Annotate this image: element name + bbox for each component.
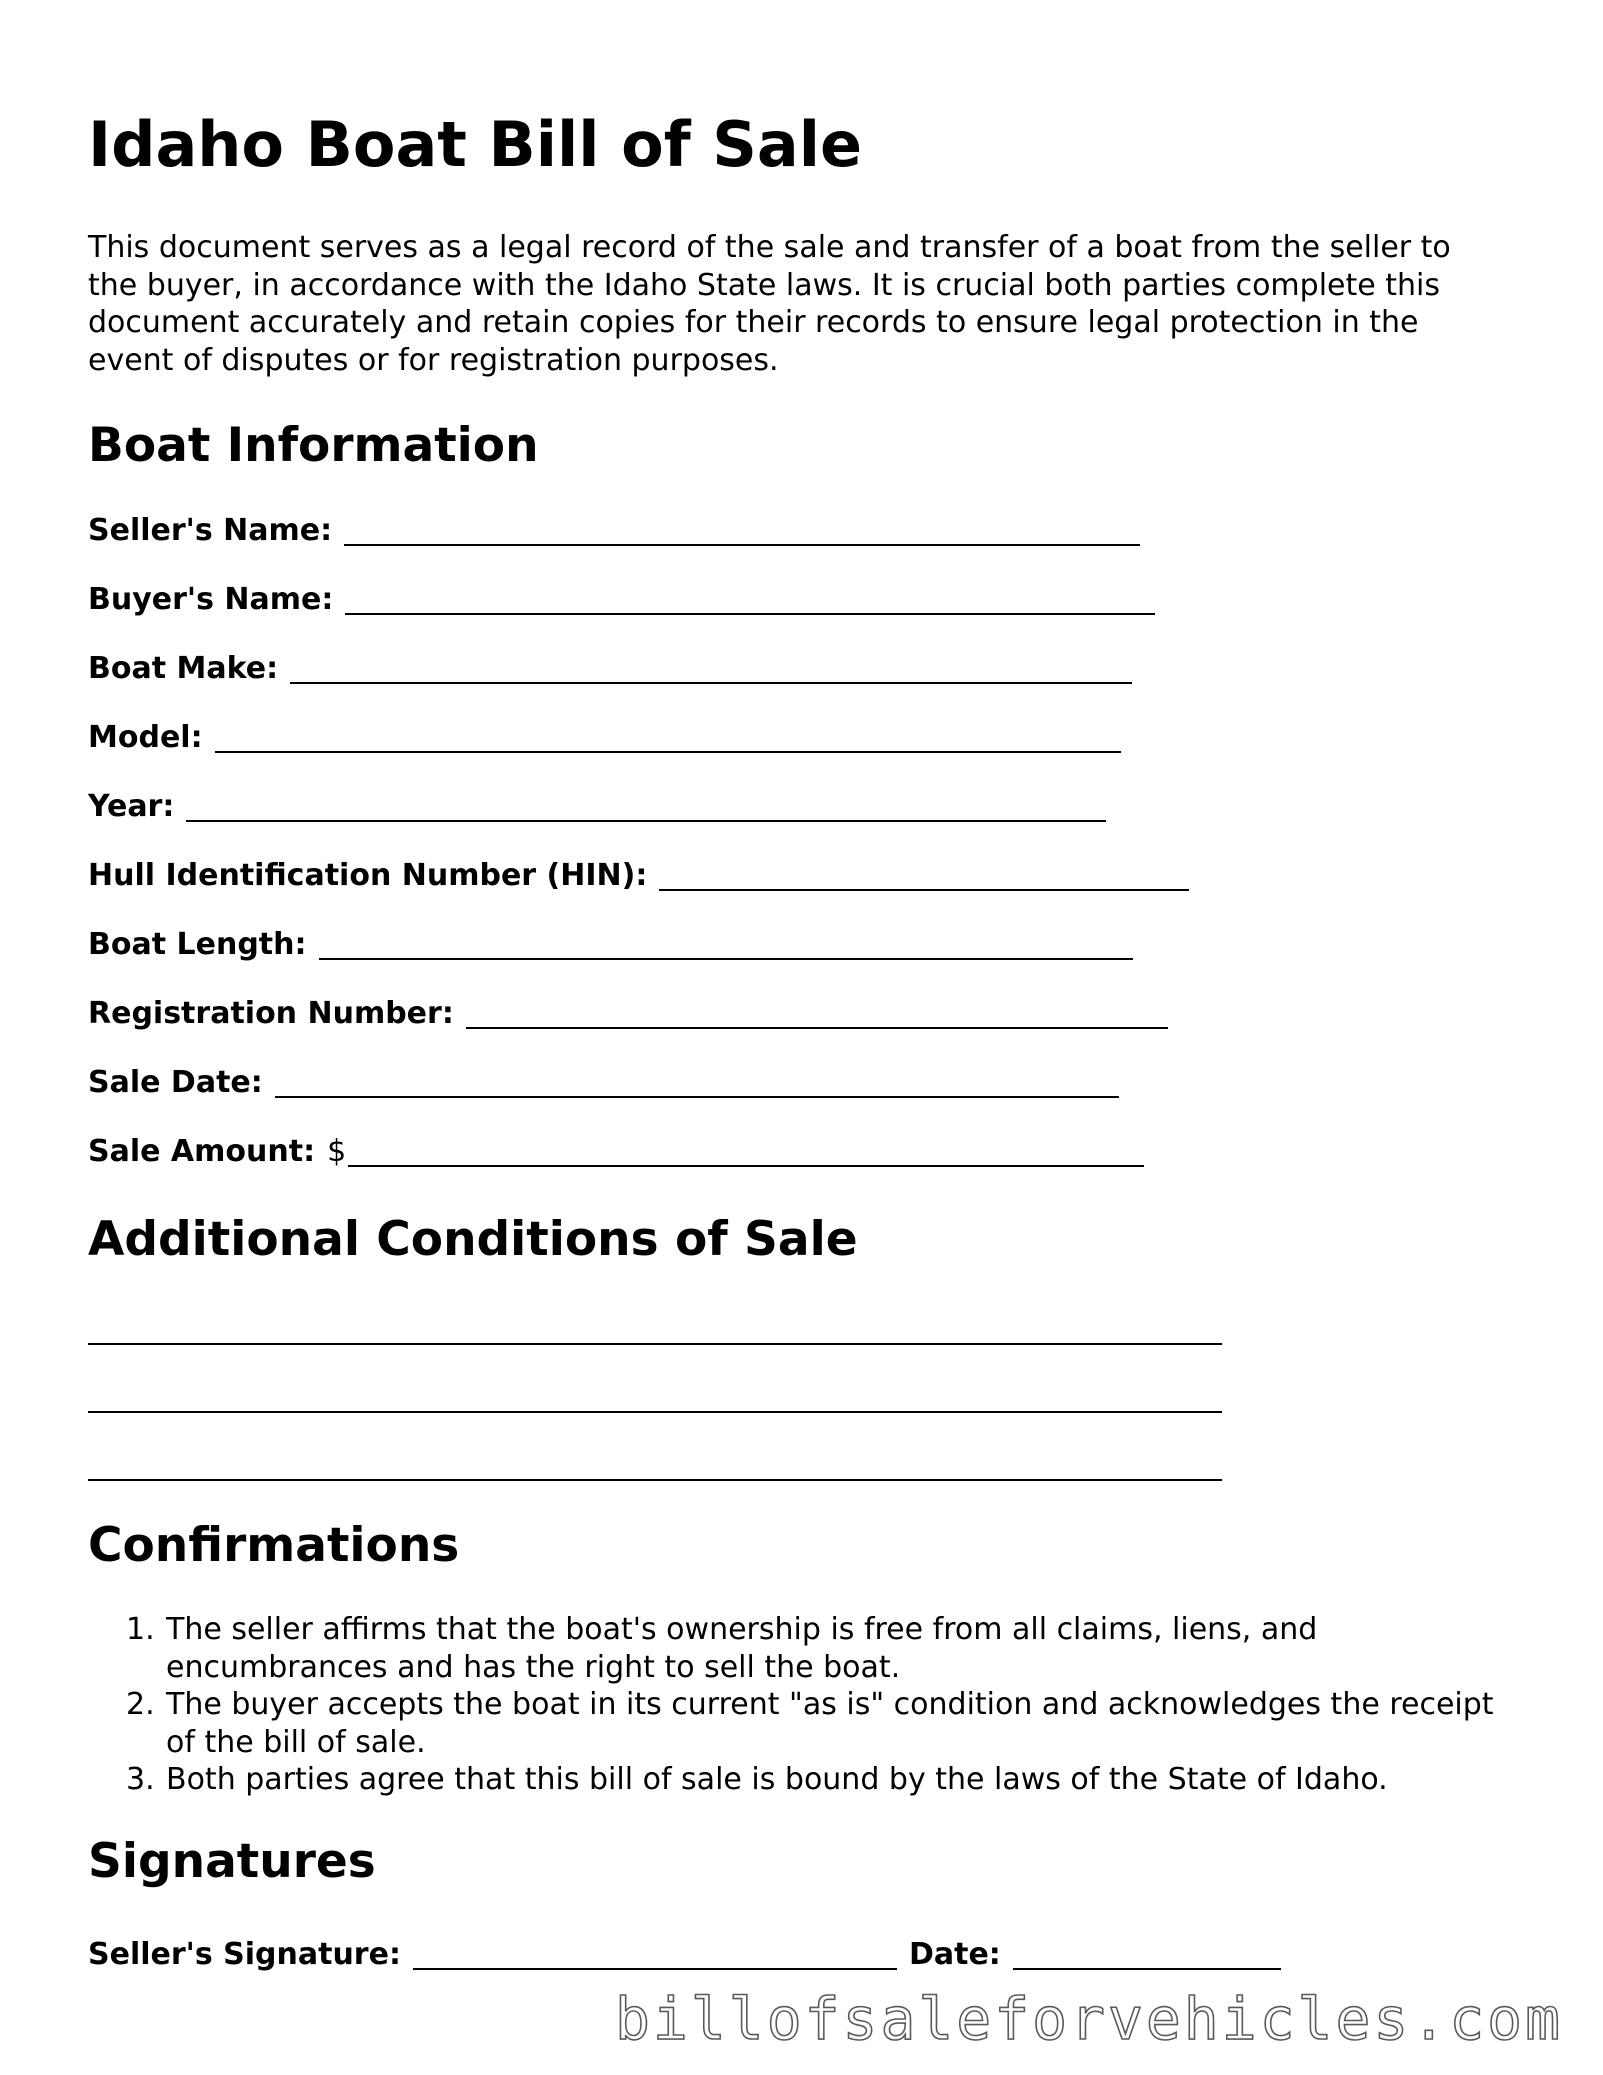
- intro-paragraph: This document serves as a legal record of the sale and transfer of a boat from the seller to the buyer, in accordance with the Idaho State laws. It is crucial both parties complete this document accurately and retain copies for their records to ensure legal protection in the event of disputes or for registration purposes.: [88, 230, 1451, 378]
- document-title: Idaho Boat Bill of Sale: [88, 108, 863, 181]
- hin-label: Hull Identification Number (HIN):: [88, 858, 648, 893]
- registration-number-blank[interactable]: [466, 1027, 1168, 1029]
- signature-date-blank[interactable]: [1013, 1968, 1281, 1970]
- additional-conditions-heading: Additional Conditions of Sale: [88, 1212, 858, 1267]
- confirmation-text: The buyer accepts the boat in its current "as is" condition and acknowledges the receipt of the bill of sale.: [166, 1687, 1494, 1760]
- sale-date-field: [88, 1065, 1119, 1101]
- model-label: Model:: [88, 720, 203, 755]
- seller-signature-blank[interactable]: [413, 1968, 897, 1970]
- seller-name-label: Seller's Name:: [88, 513, 333, 548]
- sale-amount-label: Sale Amount:: [88, 1134, 316, 1169]
- sale-amount-field: [88, 1134, 1144, 1170]
- confirmations-list: [88, 1611, 1508, 1799]
- condition-line-1[interactable]: [88, 1343, 1222, 1345]
- model-field: [88, 720, 1121, 756]
- confirmation-item: [126, 1761, 1508, 1799]
- year-label: Year:: [88, 789, 175, 824]
- buyer-name-blank[interactable]: [345, 613, 1155, 615]
- boat-length-blank[interactable]: [319, 958, 1133, 960]
- boat-length-label: Boat Length:: [88, 927, 307, 962]
- boat-information-heading: Boat Information: [88, 418, 539, 473]
- boat-make-field: [88, 651, 1132, 687]
- confirmation-number: 2.: [126, 1687, 155, 1722]
- seller-signature-row: [88, 1937, 1281, 1973]
- confirmation-number: 1.: [126, 1612, 155, 1647]
- seller-signature-label: Seller's Signature:: [88, 1937, 401, 1972]
- dollar-sign: $: [327, 1134, 347, 1169]
- confirmation-text: The seller affirms that the boat's ownership is free from all claims, liens, and encumbrances and has the right to sell the boat.: [166, 1612, 1318, 1685]
- sale-amount-blank[interactable]: [348, 1165, 1144, 1167]
- condition-line-2[interactable]: [88, 1411, 1222, 1413]
- boat-make-label: Boat Make:: [88, 651, 279, 686]
- confirmation-text: Both parties agree that this bill of sale is bound by the laws of the State of Idaho.: [166, 1762, 1388, 1797]
- sale-date-label: Sale Date:: [88, 1065, 263, 1100]
- model-blank[interactable]: [215, 751, 1121, 753]
- year-blank[interactable]: [186, 820, 1106, 822]
- confirmation-number: 3.: [126, 1762, 155, 1797]
- registration-number-label: Registration Number:: [88, 996, 454, 1031]
- confirmations-heading: Confirmations: [88, 1518, 460, 1573]
- signature-date-label: Date:: [908, 1937, 1001, 1972]
- year-field: [88, 789, 1106, 825]
- sale-date-blank[interactable]: [275, 1096, 1119, 1098]
- seller-name-blank[interactable]: [344, 544, 1140, 546]
- boat-length-field: [88, 927, 1133, 963]
- hin-blank[interactable]: [659, 889, 1189, 891]
- condition-line-3[interactable]: [88, 1479, 1222, 1481]
- signatures-heading: Signatures: [88, 1834, 376, 1889]
- buyer-name-field: [88, 582, 1155, 618]
- hin-field: [88, 858, 1189, 894]
- buyer-name-label: Buyer's Name:: [88, 582, 334, 617]
- confirmation-item: [126, 1611, 1508, 1686]
- watermark-text: billofsaleforvehicles.com: [615, 1985, 1563, 2053]
- confirmation-item: [126, 1686, 1508, 1761]
- seller-name-field: [88, 513, 1140, 549]
- boat-make-blank[interactable]: [290, 682, 1132, 684]
- registration-number-field: [88, 996, 1168, 1032]
